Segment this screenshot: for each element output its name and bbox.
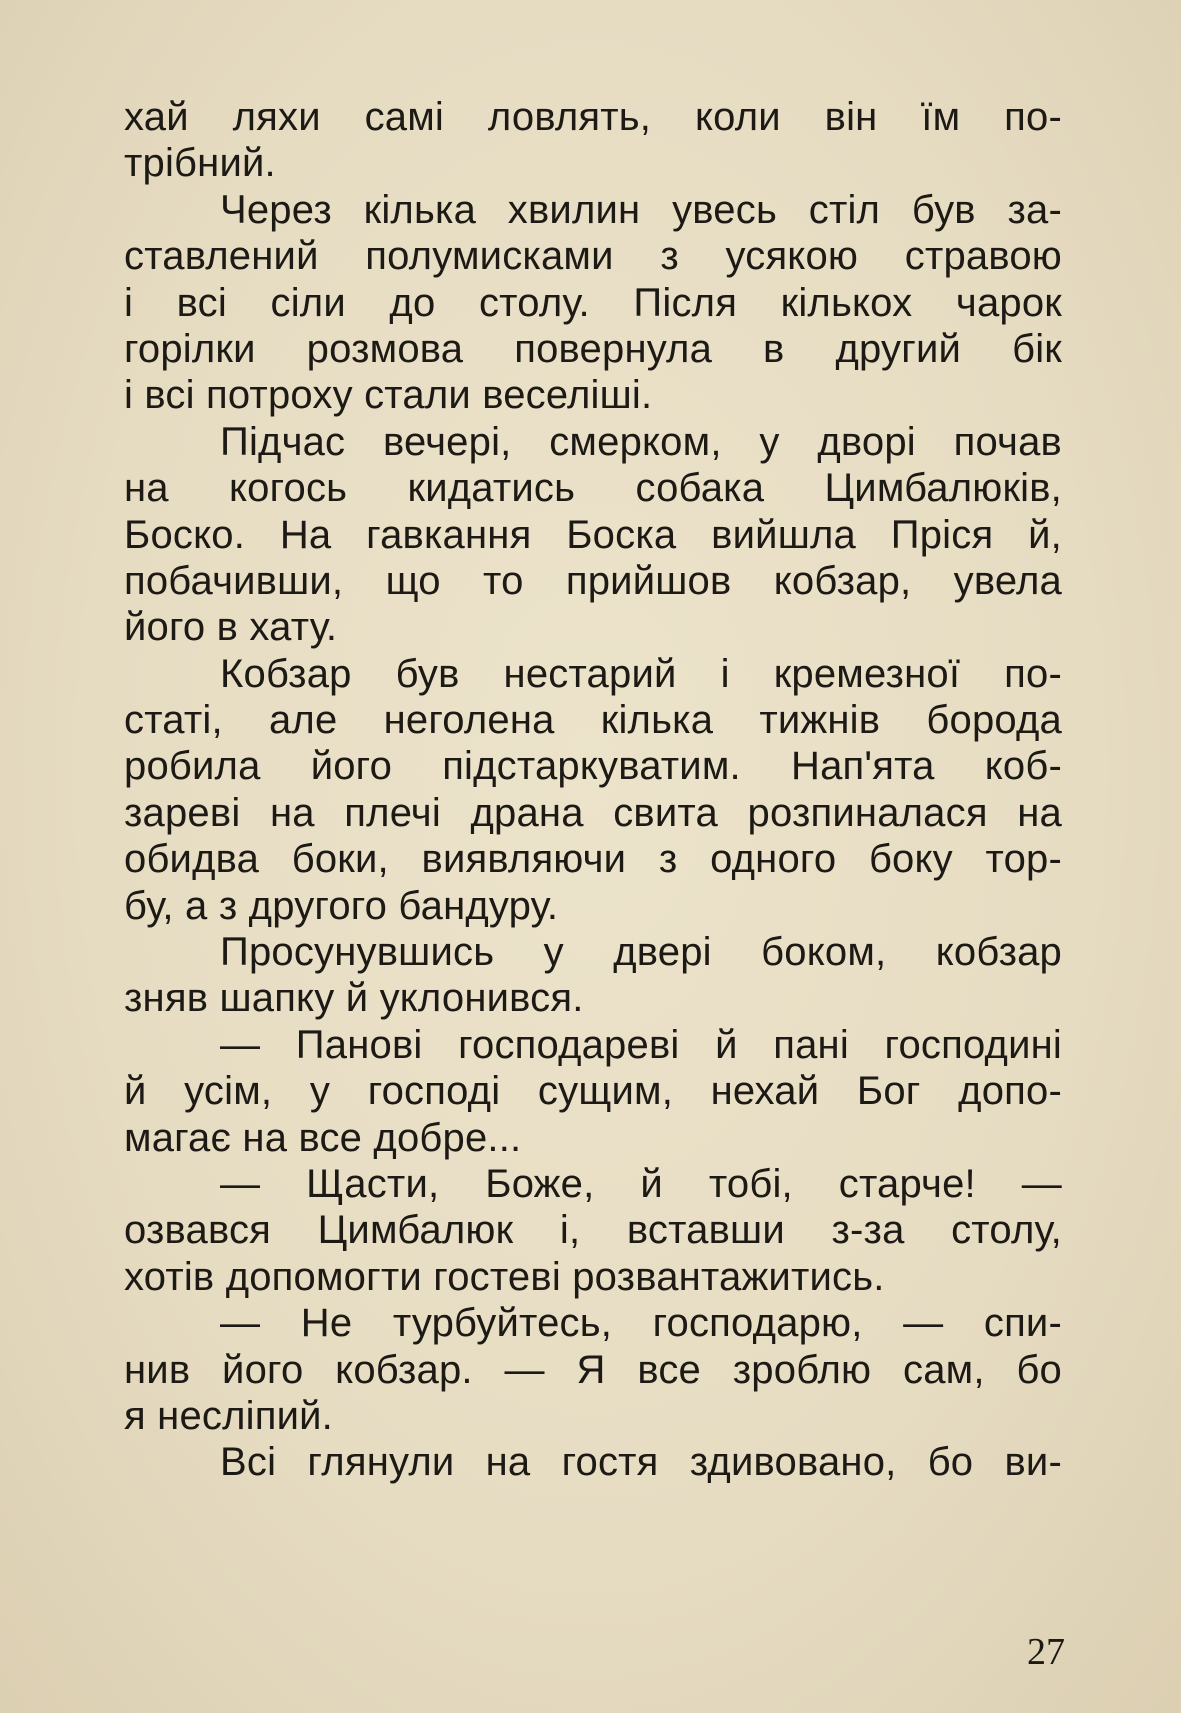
- text-line: ставлений полумисками з усякою стравою: [124, 234, 1062, 279]
- text-line: обидва боки, виявляючи з одного боку тор-: [124, 837, 1062, 882]
- text-line: хотів допомогти гостеві розвантажитись.: [124, 1254, 885, 1299]
- body-text: [124, 94, 1062, 1486]
- text-line: Через кілька хвилин увесь стіл був за-: [220, 187, 1062, 232]
- text-line: — Щасти, Боже, й тобі, старче! —: [220, 1161, 1062, 1206]
- text-line: й усім, у господі сущим, нехай Бог допо-: [124, 1069, 1062, 1114]
- text-line: горілки розмова повернула в другий бік: [124, 326, 1062, 371]
- text-line: Боско. На гавкання Боска вийшла Пріся й,: [124, 512, 1062, 557]
- text-line: і всі сіли до столу. Після кількох чарок: [124, 280, 1062, 325]
- text-line: Кобзар був нестарий і кремезної по-: [220, 651, 1062, 696]
- page-number: 27: [1027, 1631, 1065, 1673]
- text-line: трібний.: [124, 141, 276, 186]
- text-line: хай ляхи самі ловлять, коли він їм по-: [124, 95, 1062, 139]
- text-line: на когось кидатись собака Цимбалюків,: [124, 466, 1062, 511]
- text-line: озвався Цимбалюк і, вставши з-за столу,: [124, 1208, 1062, 1253]
- text-line: бу, а з другого бандуру.: [124, 883, 559, 928]
- text-line: робила його підстаркуватим. Нап'ята коб-: [124, 744, 1062, 789]
- text-line: Просунувшись у двері боком, кобзар: [220, 930, 1062, 975]
- text-line: — Панові господареві й пані господині: [220, 1022, 1062, 1067]
- text-line: Всі глянули на гостя здивовано, бо ви-: [220, 1440, 1062, 1485]
- text-line: магає на все добре...: [124, 1115, 522, 1160]
- text-line: статі, але неголена кілька тижнів борода: [124, 698, 1062, 743]
- text-line: — Не турбуйтесь, господарю, — спи-: [220, 1301, 1062, 1346]
- text-line: побачивши, що то прийшов кобзар, увела: [124, 558, 1062, 603]
- text-line: зареві на плечі драна свита розпиналася на: [124, 790, 1062, 835]
- text-line: нив його кобзар. — Я все зроблю сам, бо: [124, 1347, 1062, 1392]
- text-line: зняв шапку й уклонився.: [124, 976, 584, 1021]
- text-line: і всі потроху стали веселіші.: [124, 373, 653, 418]
- text-line: Підчас вечері, смерком, у дворі почав: [220, 419, 1062, 464]
- text-line: я несліпий.: [124, 1393, 333, 1438]
- text-line: його в хату.: [124, 605, 338, 650]
